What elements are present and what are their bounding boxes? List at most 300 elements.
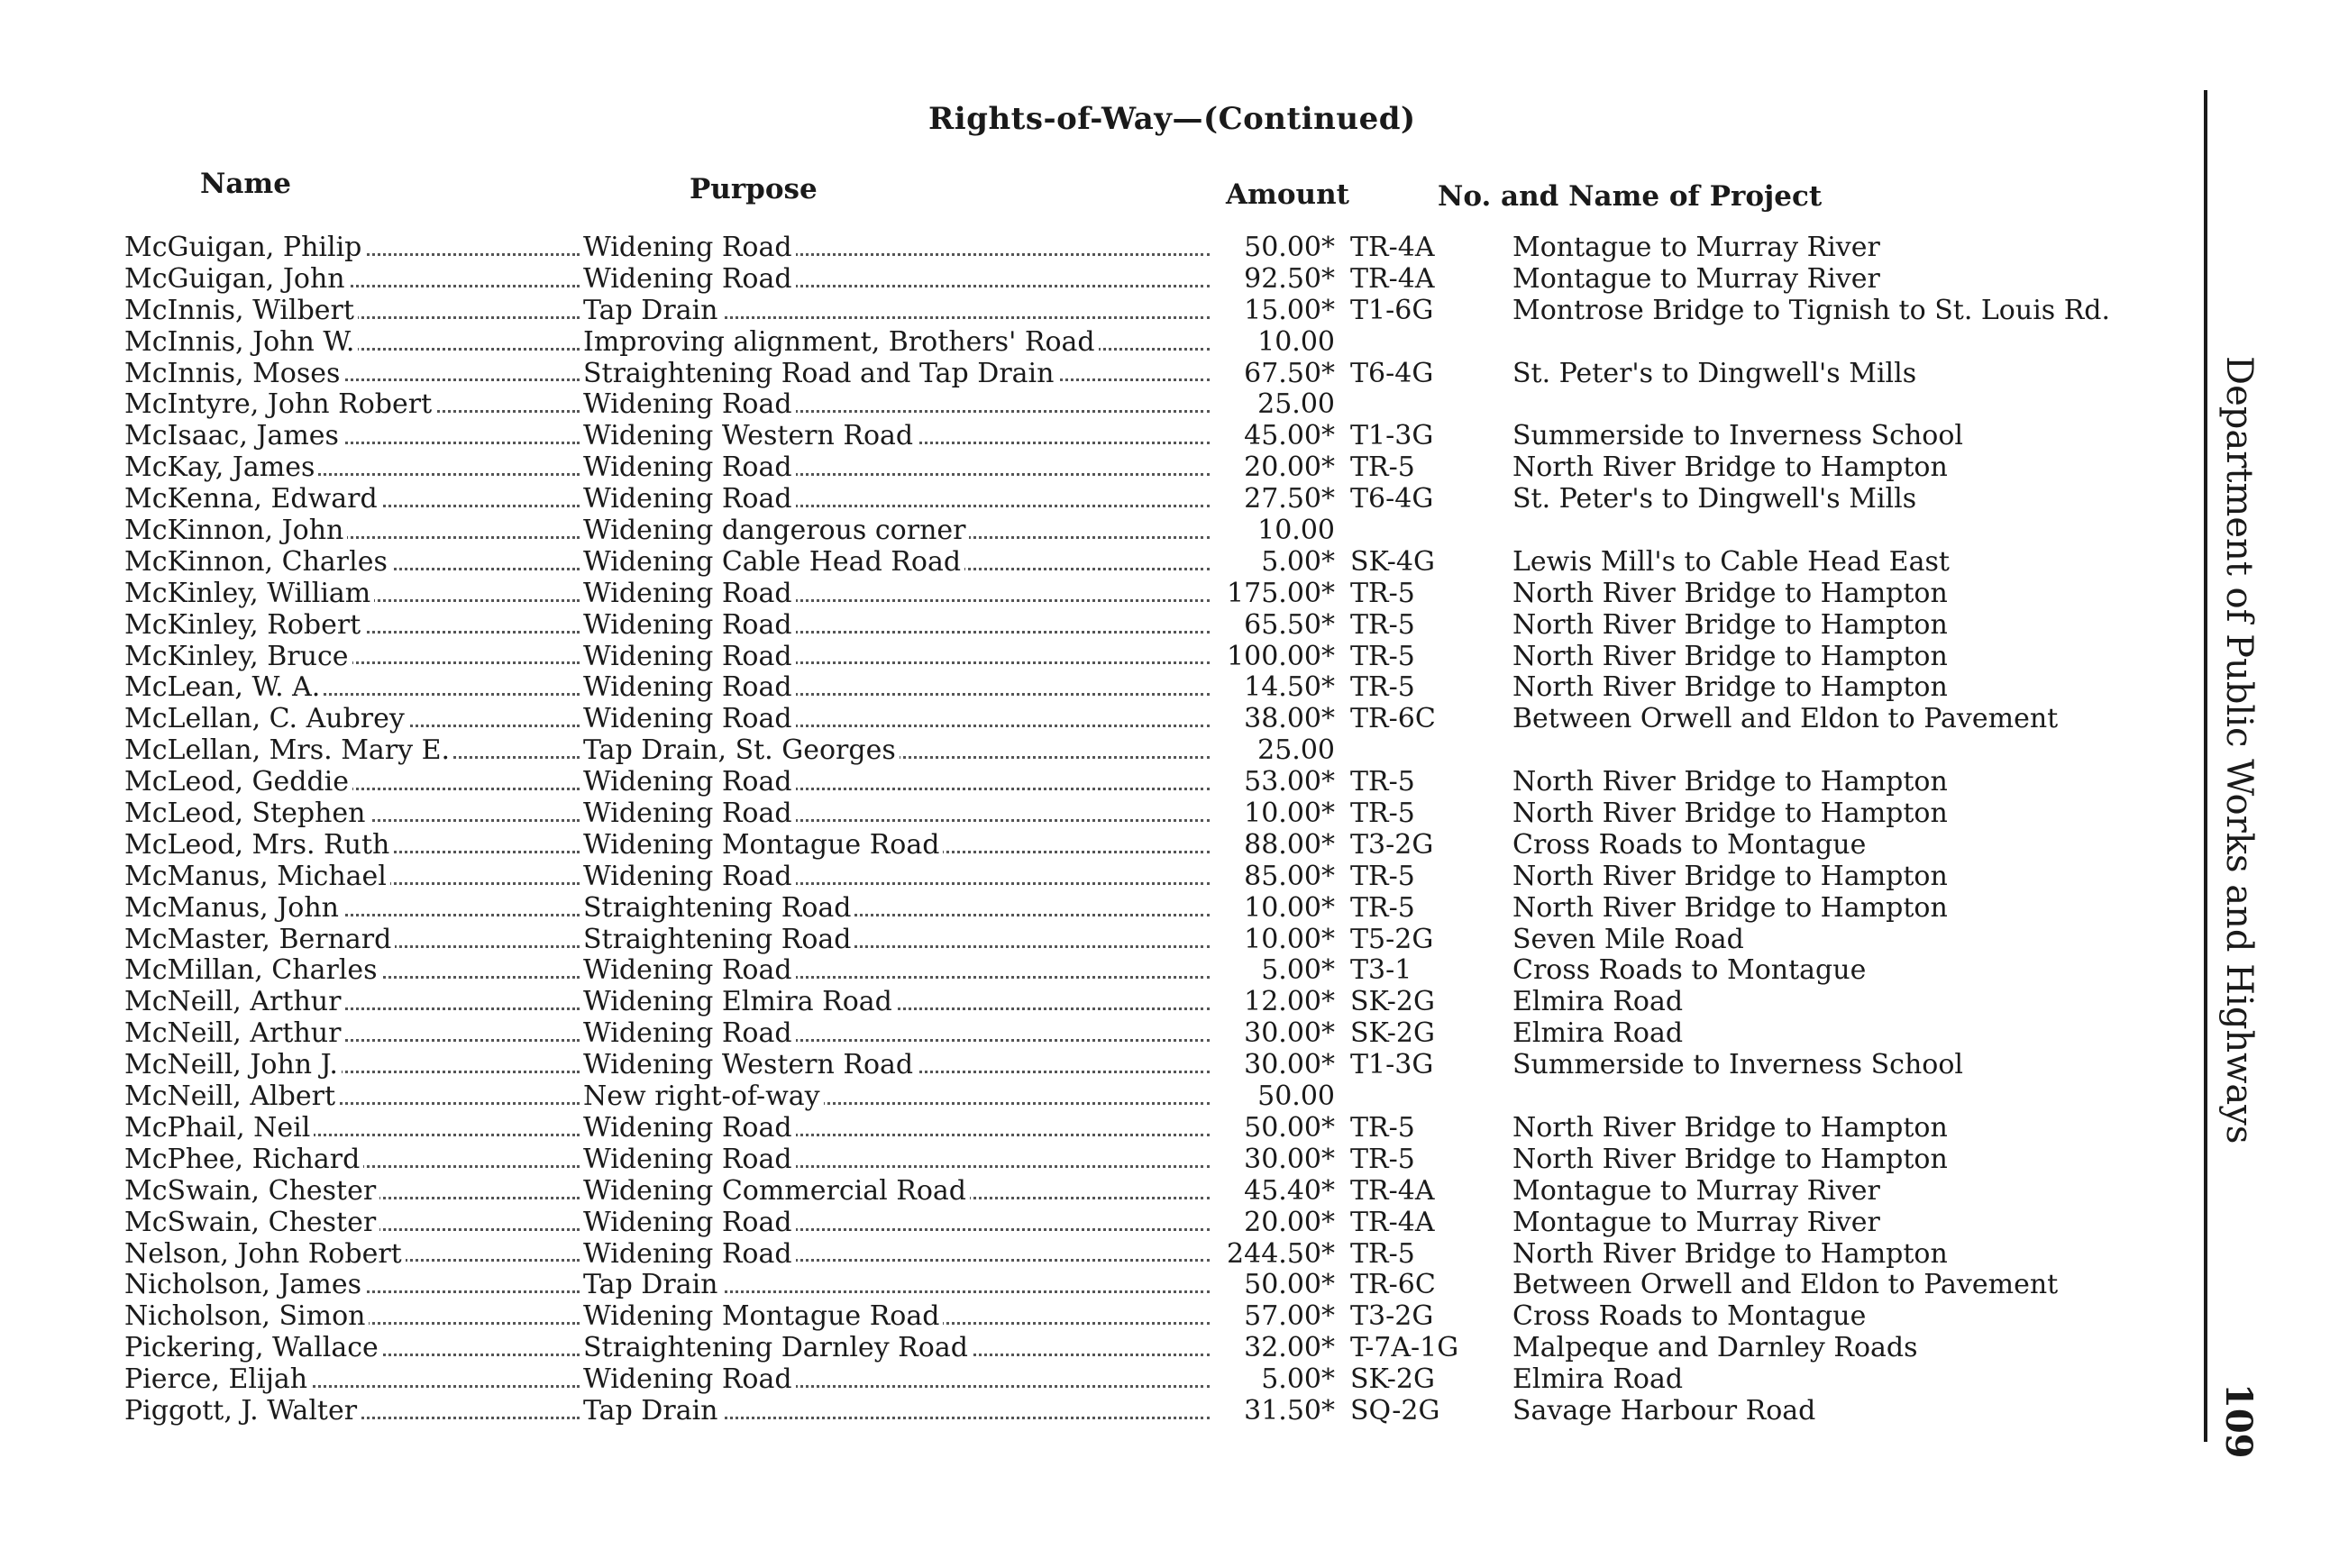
row-name-text: McIsaac, James (124, 421, 343, 451)
row-project-name (1512, 1396, 2181, 1427)
row-amount-text: 50.00* (1244, 232, 1339, 263)
table-row (0, 579, 2181, 610)
row-project-name (1512, 327, 2181, 359)
row-project-name (1512, 515, 2181, 547)
row-name (124, 232, 580, 264)
row-purpose (583, 452, 1210, 484)
row-amount-text: 27.50* (1244, 484, 1339, 515)
row-amount-text: 57.00* (1244, 1301, 1339, 1332)
table-row (0, 955, 2181, 987)
row-project-name-text: Cross Roads to Montague (1512, 1301, 1869, 1332)
row-project-number (1350, 925, 1503, 956)
row-amount (1217, 1364, 1339, 1396)
row-name-text: Pickering, Wallace (124, 1333, 382, 1363)
row-project-number (1350, 1144, 1503, 1176)
row-name (124, 1364, 580, 1396)
row-project-name-text: Elmira Road (1512, 987, 1686, 1017)
table-row (0, 987, 2181, 1018)
row-amount-text: 50.00 (1257, 1081, 1339, 1112)
row-project-name (1512, 1144, 2181, 1176)
row-project-number-text: TR-6C (1350, 704, 1439, 734)
row-project-name-text: Seven Mile Road (1512, 925, 1748, 955)
row-purpose (583, 830, 1210, 861)
row-purpose (583, 296, 1210, 327)
row-name (124, 735, 580, 767)
row-amount-text: 10.00 (1257, 515, 1339, 546)
row-name (124, 515, 580, 547)
row-project-name (1512, 296, 2181, 327)
row-project-name (1512, 672, 2181, 704)
row-project-name (1512, 1333, 2181, 1364)
row-amount (1217, 579, 1339, 610)
row-project-name (1512, 987, 2181, 1018)
row-purpose (583, 579, 1210, 610)
row-amount-text: 175.00* (1227, 579, 1339, 609)
row-name (124, 1333, 580, 1364)
row-project-number (1350, 327, 1503, 359)
row-purpose (583, 610, 1210, 642)
row-purpose (583, 861, 1210, 893)
table-row (0, 421, 2181, 452)
row-purpose-text: Improving alignment, Brothers' Road (583, 327, 1099, 358)
row-purpose (583, 359, 1210, 390)
row-purpose (583, 389, 1210, 421)
row-project-number-text: TR-5 (1350, 610, 1419, 641)
row-name-text: McNeill, Arthur (124, 1018, 344, 1049)
row-project-number-text: T1-3G (1350, 1050, 1437, 1080)
row-amount (1217, 798, 1339, 830)
table-row (0, 1239, 2181, 1271)
table-row (0, 1113, 2181, 1144)
row-project-name-text: St. Peter's to Dingwell's Mills (1512, 359, 1920, 389)
row-purpose-text: Widening Road (583, 704, 796, 734)
row-name (124, 547, 580, 579)
row-amount-text: 20.00* (1244, 452, 1339, 483)
row-purpose (583, 1018, 1210, 1050)
row-purpose-text: Widening Road (583, 767, 796, 798)
row-name (124, 327, 580, 359)
row-purpose-text: Widening Road (583, 1239, 796, 1270)
row-project-number (1350, 1018, 1503, 1050)
row-project-name (1512, 642, 2181, 673)
row-name-text: McGuigan, Philip (124, 232, 365, 263)
row-project-number (1350, 1239, 1503, 1271)
row-project-number (1350, 296, 1503, 327)
row-name-text: McSwain, Chester (124, 1208, 379, 1238)
row-purpose (583, 735, 1210, 767)
row-amount (1217, 1301, 1339, 1333)
row-project-number (1350, 1301, 1503, 1333)
row-name (124, 830, 580, 861)
row-name (124, 1144, 580, 1176)
row-name-text: McMaster, Bernard (124, 925, 395, 955)
row-purpose-text: Widening Western Road (583, 421, 917, 451)
row-amount (1217, 547, 1339, 579)
row-project-name-text: Montague to Murray River (1512, 264, 1884, 295)
table-row (0, 359, 2181, 390)
row-project-name-text: North River Bridge to Hampton (1512, 861, 1951, 892)
table-row (0, 1270, 2181, 1301)
row-amount-text: 30.00* (1244, 1144, 1339, 1175)
row-name (124, 484, 580, 515)
row-project-number (1350, 232, 1503, 264)
row-name-text: McKinley, Bruce (124, 642, 352, 672)
row-project-name-text: North River Bridge to Hampton (1512, 1113, 1951, 1144)
row-amount-text: 10.00* (1244, 893, 1339, 924)
table-row (0, 925, 2181, 956)
row-amount-text: 14.50* (1244, 672, 1339, 703)
row-amount-text: 45.40* (1244, 1176, 1339, 1207)
vertical-rule (2204, 90, 2207, 1442)
row-name (124, 579, 580, 610)
row-amount (1217, 1050, 1339, 1081)
row-amount (1217, 1176, 1339, 1208)
row-purpose-text: Straightening Road (583, 893, 854, 924)
row-project-number (1350, 421, 1503, 452)
row-name-text: McLeod, Mrs. Ruth (124, 830, 393, 861)
row-purpose (583, 264, 1210, 296)
row-purpose-text: Widening Road (583, 642, 796, 672)
table-row (0, 830, 2181, 861)
rights-of-way-table (0, 232, 2181, 1427)
row-project-name-text: St. Peter's to Dingwell's Mills (1512, 484, 1920, 515)
row-project-number (1350, 735, 1503, 767)
row-purpose (583, 1333, 1210, 1364)
row-amount-text: 92.50* (1244, 264, 1339, 295)
row-name-text: McNeill, Albert (124, 1081, 339, 1112)
row-project-number-text: TR-5 (1350, 579, 1419, 609)
table-row (0, 264, 2181, 296)
row-project-number (1350, 547, 1503, 579)
table-row (0, 1301, 2181, 1333)
row-amount-text: 10.00* (1244, 925, 1339, 955)
row-project-name (1512, 735, 2181, 767)
row-amount (1217, 1144, 1339, 1176)
row-project-name (1512, 610, 2181, 642)
row-project-name-text: Between Orwell and Eldon to Pavement (1512, 1270, 2061, 1300)
row-name-text: Nicholson, Simon (124, 1301, 369, 1332)
row-project-number-text: TR-5 (1350, 861, 1419, 892)
row-purpose (583, 704, 1210, 735)
row-amount (1217, 1018, 1339, 1050)
row-project-name-text (1512, 327, 1516, 358)
row-project-number-text: SK-2G (1350, 987, 1439, 1017)
row-purpose-text: New right-of-way (583, 1081, 824, 1112)
row-amount-text: 50.00* (1244, 1270, 1339, 1300)
row-purpose-text: Straightening Darnley Road (583, 1333, 972, 1363)
row-amount-text: 12.00* (1244, 987, 1339, 1017)
row-project-number-text: TR-5 (1350, 1144, 1419, 1175)
row-project-name (1512, 579, 2181, 610)
row-amount (1217, 296, 1339, 327)
table-row (0, 1364, 2181, 1396)
row-purpose (583, 672, 1210, 704)
row-purpose-text: Widening Road (583, 610, 796, 641)
page-number: 109 (2217, 1383, 2260, 1459)
row-project-number (1350, 1364, 1503, 1396)
row-project-name-text: Montague to Murray River (1512, 1176, 1884, 1207)
row-name (124, 1081, 580, 1113)
row-project-number (1350, 1176, 1503, 1208)
row-name (124, 642, 580, 673)
row-project-name-text: Malpeque and Darnley Roads (1512, 1333, 1922, 1363)
row-project-number-text: TR-5 (1350, 1113, 1419, 1144)
table-row (0, 1208, 2181, 1239)
row-purpose (583, 547, 1210, 579)
row-project-name (1512, 767, 2181, 798)
row-amount (1217, 327, 1339, 359)
row-purpose (583, 798, 1210, 830)
row-purpose-text: Tap Drain (583, 1270, 722, 1300)
row-project-number (1350, 359, 1503, 390)
row-amount (1217, 925, 1339, 956)
row-purpose-text: Widening Cable Head Road (583, 547, 964, 578)
row-project-name-text (1512, 515, 1516, 546)
row-purpose-text: Widening Road (583, 232, 796, 263)
row-project-number (1350, 893, 1503, 925)
row-amount (1217, 830, 1339, 861)
row-project-number-text: TR-5 (1350, 642, 1419, 672)
row-amount-text: 10.00* (1244, 798, 1339, 829)
column-header-purpose: Purpose (690, 173, 818, 205)
row-purpose (583, 1144, 1210, 1176)
row-project-number (1350, 955, 1503, 987)
row-name (124, 1270, 580, 1301)
row-name-text: McGuigan, John (124, 264, 349, 295)
row-purpose (583, 515, 1210, 547)
row-project-number (1350, 767, 1503, 798)
table-row (0, 672, 2181, 704)
table-row (0, 515, 2181, 547)
row-name (124, 359, 580, 390)
row-purpose (583, 1208, 1210, 1239)
row-project-name (1512, 1018, 2181, 1050)
column-header-name: Name (200, 168, 291, 200)
row-purpose (583, 1081, 1210, 1113)
row-project-number-text: TR-4A (1350, 232, 1439, 263)
row-amount (1217, 1396, 1339, 1427)
row-project-number-text (1350, 515, 1354, 546)
row-project-name (1512, 1208, 2181, 1239)
row-amount (1217, 735, 1339, 767)
column-header-amount: Amount (1226, 178, 1349, 211)
row-name-text: Piggott, J. Walter (124, 1396, 361, 1427)
row-amount (1217, 1208, 1339, 1239)
row-project-number-text: T3-1 (1350, 955, 1415, 986)
row-project-name (1512, 893, 2181, 925)
row-project-number (1350, 704, 1503, 735)
table-row (0, 642, 2181, 673)
row-project-name-text: North River Bridge to Hampton (1512, 798, 1951, 829)
row-amount (1217, 861, 1339, 893)
row-name (124, 704, 580, 735)
row-name-text: Pierce, Elijah (124, 1364, 311, 1395)
row-name-text: McLeod, Geddie (124, 767, 352, 798)
row-name (124, 1239, 580, 1271)
row-amount (1217, 232, 1339, 264)
row-purpose-text: Widening Montague Road (583, 1301, 943, 1332)
row-name-text: McKinnon, John (124, 515, 347, 546)
row-project-name (1512, 1270, 2181, 1301)
row-name (124, 798, 580, 830)
row-amount-text: 25.00 (1257, 735, 1339, 766)
row-purpose (583, 1176, 1210, 1208)
row-project-number (1350, 642, 1503, 673)
row-project-name (1512, 1301, 2181, 1333)
row-project-number-text: T1-3G (1350, 421, 1437, 451)
table-row (0, 327, 2181, 359)
row-name (124, 264, 580, 296)
row-amount (1217, 1081, 1339, 1113)
row-project-number-text (1350, 327, 1354, 358)
row-purpose (583, 232, 1210, 264)
row-amount (1217, 704, 1339, 735)
row-purpose-text: Tap Drain (583, 1396, 722, 1427)
row-name-text: McManus, Michael (124, 861, 390, 892)
row-name (124, 296, 580, 327)
row-project-number (1350, 610, 1503, 642)
row-amount (1217, 264, 1339, 296)
table-row (0, 610, 2181, 642)
table-row (0, 484, 2181, 515)
row-purpose (583, 484, 1210, 515)
table-row (0, 1081, 2181, 1113)
row-purpose-text: Tap Drain (583, 296, 722, 326)
row-project-name (1512, 830, 2181, 861)
row-purpose-text: Widening Road (583, 579, 796, 609)
row-name (124, 672, 580, 704)
row-project-number-text: SK-2G (1350, 1364, 1439, 1395)
row-project-number-text: T6-4G (1350, 484, 1437, 515)
row-amount (1217, 389, 1339, 421)
row-project-name-text: Cross Roads to Montague (1512, 955, 1869, 986)
row-name (124, 1396, 580, 1427)
row-purpose-text: Widening Road (583, 264, 796, 295)
row-purpose (583, 893, 1210, 925)
row-project-number (1350, 987, 1503, 1018)
row-project-number-text: SK-4G (1350, 547, 1439, 578)
row-project-name (1512, 421, 2181, 452)
row-project-number (1350, 452, 1503, 484)
row-project-name-text: North River Bridge to Hampton (1512, 767, 1951, 798)
row-name (124, 767, 580, 798)
row-amount (1217, 484, 1339, 515)
table-row (0, 1050, 2181, 1081)
row-name (124, 389, 580, 421)
row-project-number (1350, 830, 1503, 861)
row-name-text: McInnis, Wilbert (124, 296, 358, 326)
row-amount-text: 88.00* (1244, 830, 1339, 861)
row-purpose-text: Widening Road (583, 798, 796, 829)
row-name-text: McLellan, C. Aubrey (124, 704, 408, 734)
row-project-number (1350, 672, 1503, 704)
row-amount-text: 45.00* (1244, 421, 1339, 451)
table-row (0, 547, 2181, 579)
row-purpose-text: Widening dangerous corner (583, 515, 969, 546)
row-amount (1217, 1113, 1339, 1144)
row-project-name (1512, 1364, 2181, 1396)
row-project-name (1512, 1239, 2181, 1271)
row-purpose-text: Widening Road (583, 861, 796, 892)
row-purpose-text: Tap Drain, St. Georges (583, 735, 900, 766)
row-purpose-text: Widening Road (583, 955, 796, 986)
row-project-name (1512, 264, 2181, 296)
row-name-text: McInnis, John W. (124, 327, 358, 358)
row-name-text: McNeill, John J. (124, 1050, 342, 1080)
row-purpose (583, 421, 1210, 452)
row-name (124, 452, 580, 484)
row-purpose-text: Widening Road (583, 672, 796, 703)
row-project-name-text: Elmira Road (1512, 1018, 1686, 1049)
row-project-number-text: TR-6C (1350, 1270, 1439, 1300)
row-name (124, 1208, 580, 1239)
row-purpose (583, 1364, 1210, 1396)
row-amount (1217, 987, 1339, 1018)
row-purpose (583, 1113, 1210, 1144)
row-project-number (1350, 264, 1503, 296)
row-project-name (1512, 484, 2181, 515)
row-project-name (1512, 861, 2181, 893)
row-project-name-text: North River Bridge to Hampton (1512, 672, 1951, 703)
row-project-name-text: North River Bridge to Hampton (1512, 452, 1951, 483)
row-amount (1217, 642, 1339, 673)
column-header-project: No. and Name of Project (1438, 180, 1823, 213)
row-name-text: McPhail, Neil (124, 1113, 314, 1144)
row-name (124, 1301, 580, 1333)
row-purpose-text: Straightening Road and Tap Drain (583, 359, 1057, 389)
row-name (124, 861, 580, 893)
row-purpose-text: Widening Commercial Road (583, 1176, 970, 1207)
row-project-name-text (1512, 1081, 1516, 1112)
row-amount-text: 30.00* (1244, 1018, 1339, 1049)
row-project-number-text: SK-2G (1350, 1018, 1439, 1049)
row-amount-text: 32.00* (1244, 1333, 1339, 1363)
table-row (0, 296, 2181, 327)
row-project-number-text: TR-5 (1350, 672, 1419, 703)
row-project-name (1512, 955, 2181, 987)
row-amount-text: 10.00 (1257, 327, 1339, 358)
row-amount-text: 100.00* (1227, 642, 1339, 672)
row-name-text: McMillan, Charles (124, 955, 381, 986)
row-project-name-text: Between Orwell and Eldon to Pavement (1512, 704, 2061, 734)
row-name-text: McInnis, Moses (124, 359, 343, 389)
row-amount (1217, 610, 1339, 642)
row-name-text: McKinley, Robert (124, 610, 364, 641)
row-purpose (583, 1301, 1210, 1333)
row-amount-text: 85.00* (1244, 861, 1339, 892)
row-name (124, 421, 580, 452)
row-purpose (583, 767, 1210, 798)
row-project-number-text: T-7A-1G (1350, 1333, 1462, 1363)
row-amount-text: 30.00* (1244, 1050, 1339, 1080)
row-name-text: McKinnon, Charles (124, 547, 391, 578)
row-purpose (583, 925, 1210, 956)
row-purpose-text: Widening Road (583, 1144, 796, 1175)
row-project-name-text: North River Bridge to Hampton (1512, 579, 1951, 609)
table-row (0, 893, 2181, 925)
row-purpose (583, 955, 1210, 987)
row-project-name-text: Montague to Murray River (1512, 1208, 1884, 1238)
row-name-text: McKinley, William (124, 579, 374, 609)
row-purpose-text: Widening Road (583, 484, 796, 515)
row-purpose (583, 987, 1210, 1018)
row-project-name-text: North River Bridge to Hampton (1512, 1239, 1951, 1270)
table-row (0, 452, 2181, 484)
row-project-number (1350, 579, 1503, 610)
row-project-name-text: Summerside to Inverness School (1512, 1050, 1967, 1080)
row-project-name-text: North River Bridge to Hampton (1512, 610, 1951, 641)
row-project-number (1350, 1081, 1503, 1113)
